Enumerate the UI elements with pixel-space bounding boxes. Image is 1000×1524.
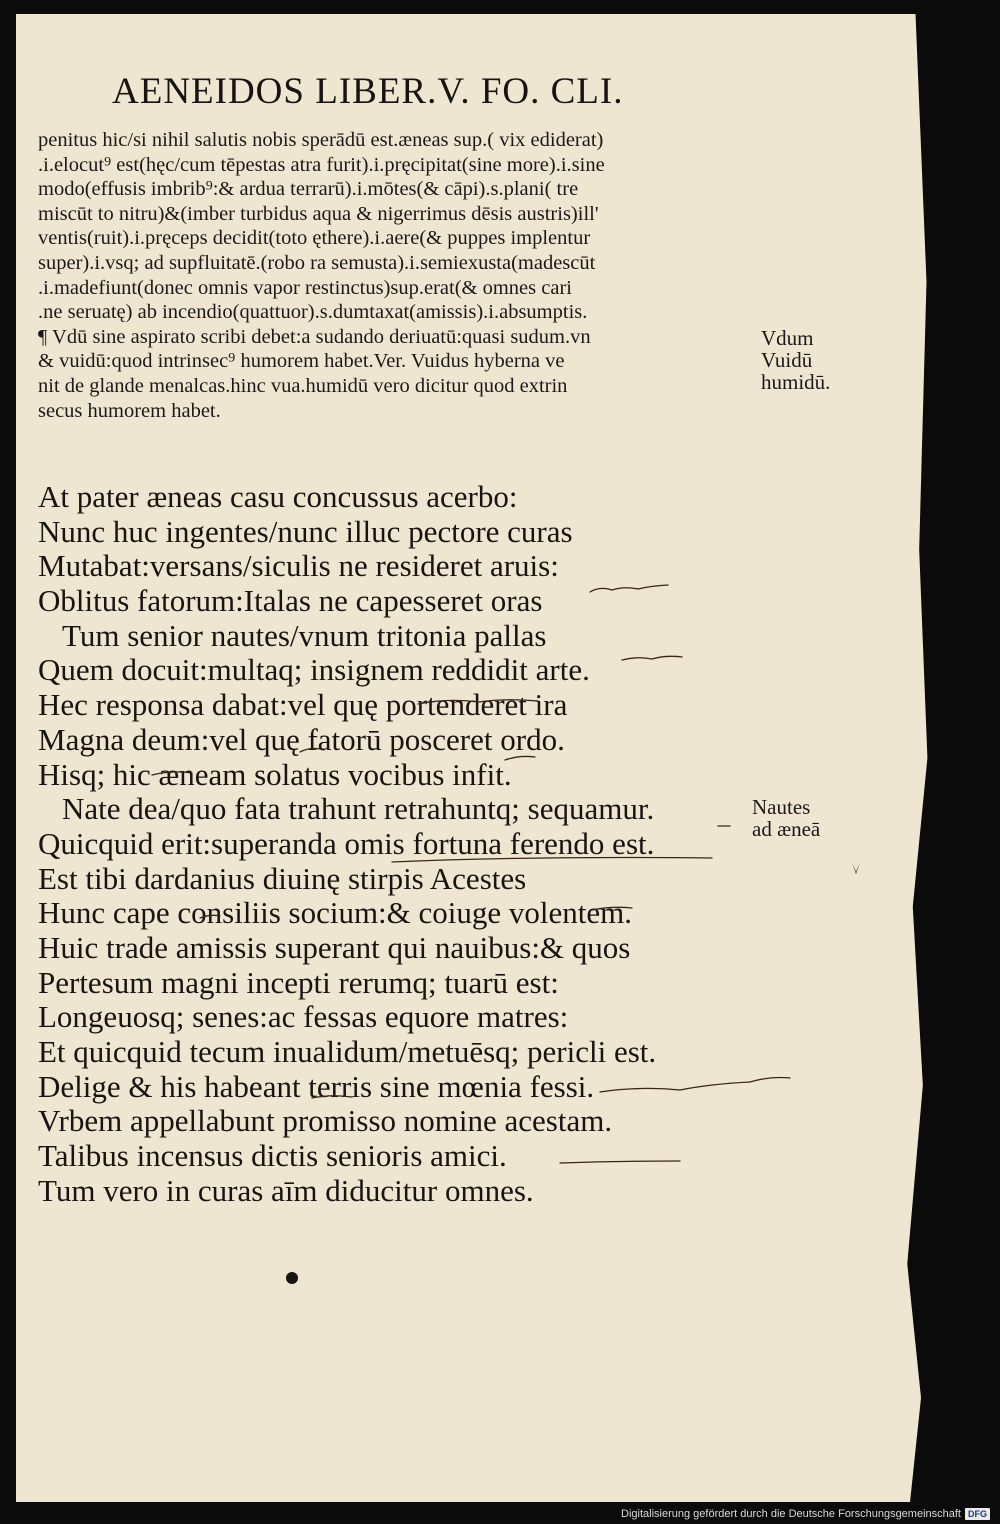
margin-note-line: Nautes — [752, 795, 811, 819]
margin-note-vdum — [761, 327, 830, 393]
verse-line: Nate dea/quo fata trahunt retrahuntq; sequamur. — [62, 791, 655, 827]
verse-line: Vrbem appellabunt promisso nomine acestam. — [38, 1103, 613, 1139]
commentary-line: ventis(ruit).i.pręceps decidit(toto ęthere).i.aere(& puppes implentur — [38, 227, 591, 250]
commentary-line: .i.madefiunt(donec omnis vapor restinctus)sup.erat(& omnes cari — [38, 276, 572, 299]
margin-note-line: Vdum — [761, 326, 814, 350]
margin-note-line: ad æneā — [752, 817, 821, 841]
footer-text: Digitalisierung gefördert durch die Deutsche Forschungsgemeinschaft — [621, 1508, 961, 1520]
verse-block — [38, 480, 758, 1208]
commentary-line: penitus hic/si nihil salutis nobis sperādū est.æneas sup.( vix ediderat) — [38, 129, 604, 151]
verse-line: Et quicquid tecum inualidum/metuēsq; pericli est. — [38, 1034, 657, 1069]
ink-dot — [286, 1272, 298, 1284]
commentary-block — [38, 128, 738, 423]
margin-note-line: Vuidū — [761, 348, 813, 372]
verse-line: Talibus incensus dictis senioris amici. — [38, 1138, 507, 1174]
commentary-line: modo(effusis imbrib⁹:& ardua terrarū).i.mōtes(& cāpi).s.plani( tre — [38, 178, 579, 201]
verse-line: Tum vero in curas aīm diducitur omnes. — [38, 1172, 534, 1208]
running-header: AENEIDOS LIBER.V. FO. CLI. — [112, 71, 624, 112]
verse-line: Quem docuit:multaq; insignem reddidit arte. — [38, 652, 590, 688]
digitization-footer — [621, 1506, 990, 1522]
commentary-line: miscūt to nitru)&(imber turbidus aqua & nigerrimus dēsis austris)ill' — [38, 202, 599, 225]
verse-line: Pertesum magni incepti rerumq; tuarū est: — [38, 964, 559, 1000]
commentary-line: & vuidū:quod intrinsec⁹ humorem habet.Ver. Vuidus hyberna ve — [38, 350, 565, 373]
verse-line: Delige & his habeant terris sine mœnia fessi. — [38, 1068, 595, 1104]
verse-line: Est tibi dardanius diuinę stirpis Acestes — [38, 860, 527, 896]
margin-note-line: humidū. — [761, 370, 831, 394]
verse-line: Hisq; hic æneam solatus vocibus infit. — [38, 756, 512, 792]
commentary-line: ¶ Vdū sine aspirato scribi debet:a sudando deriuatū:quasi sudum.vn — [38, 325, 591, 348]
verse-line: At pater æneas casu concussus acerbo: — [38, 479, 518, 514]
verse-line: Hunc cape consiliis socium:& coiuge volentem. — [38, 895, 633, 931]
verse-line: Quicquid erit:superanda omis fortuna ferendo est. — [38, 825, 655, 861]
verse-line: Huic trade amissis superant qui nauibus:& quos — [38, 929, 631, 965]
commentary-line: super).i.vsq; ad supfluitatē.(robo ra semusta).i.semiexusta(madescūt — [38, 251, 596, 274]
commentary-line: .i.elocut⁹ est(hęc/cum tēpestas atra furit).i.pręcipitat(sine more).i.sine — [38, 153, 605, 176]
commentary-line: .ne seruatę) ab incendio(quattuor).s.dumtaxat(amissis).i.absumptis. — [38, 301, 588, 324]
verse-line: Nunc huc ingentes/nunc illuc pectore curas — [38, 513, 573, 549]
margin-note-nautes — [752, 796, 820, 840]
verse-line: Tum senior nautes/vnum tritonia pallas — [62, 617, 547, 653]
verse-line: Mutabat:versans/siculis ne resideret aruis: — [38, 548, 559, 584]
verse-line: Longeuosq; senes:ac fessas equore matres: — [38, 999, 569, 1035]
commentary-line: nit de glande menalcas.hinc vua.humidū vero dicitur quod extrin — [38, 374, 568, 397]
verse-line: Hec responsa dabat:vel quę portenderet ira — [38, 687, 568, 723]
dfg-logo: DFG — [965, 1508, 990, 1520]
verse-line: Magna deum:vel quę fatorū posceret ordo. — [38, 721, 565, 757]
verse-line: Oblitus fatorum:Italas ne capesseret oras — [38, 583, 543, 619]
commentary-line: secus humorem habet. — [38, 399, 221, 422]
